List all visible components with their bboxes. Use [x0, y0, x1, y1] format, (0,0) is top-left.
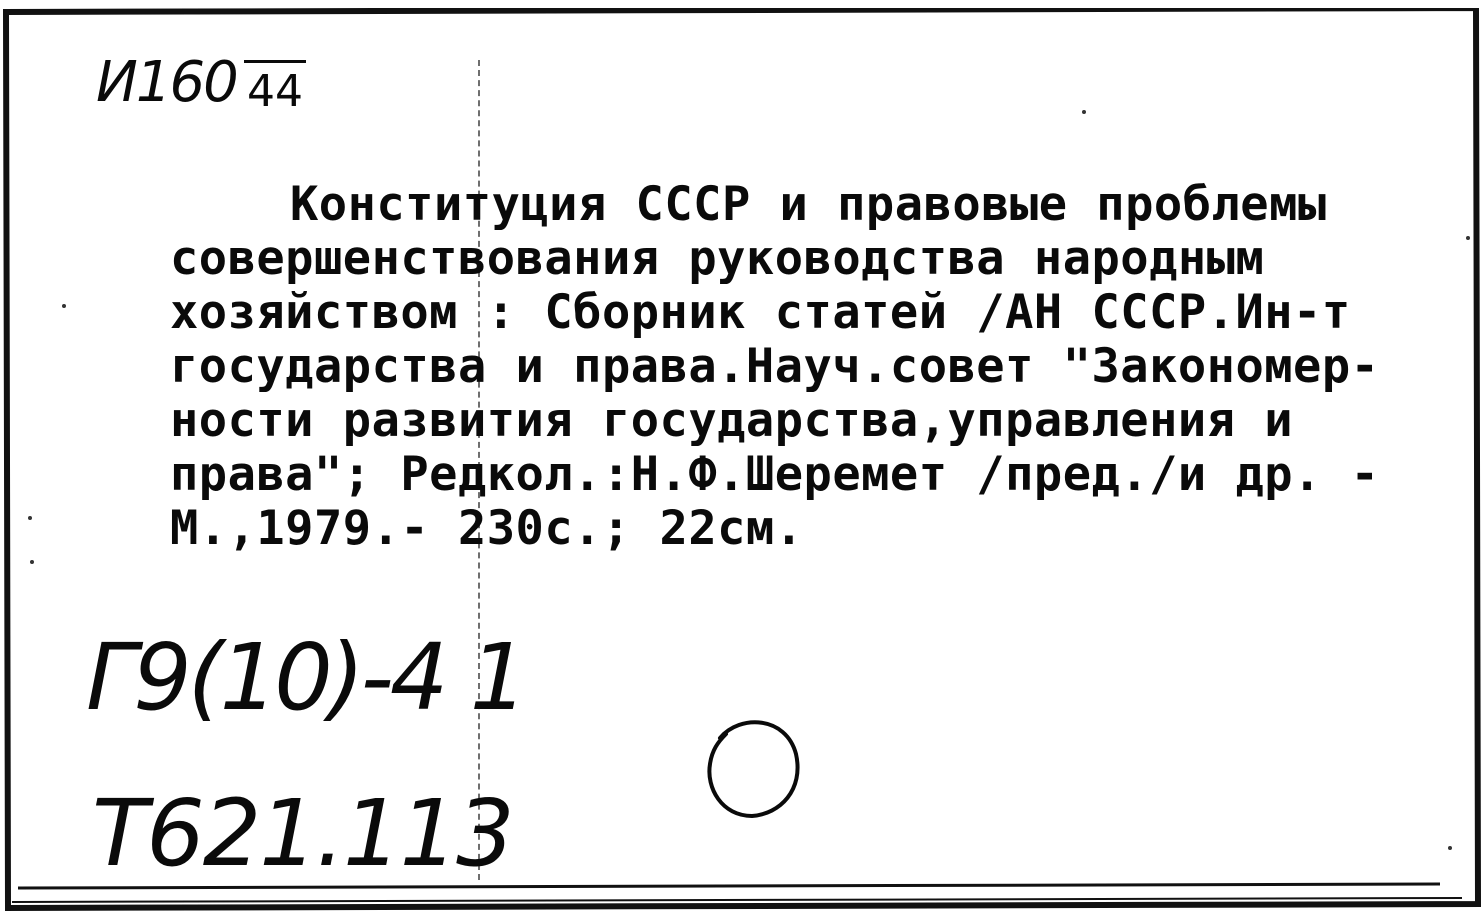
- record-line: совершенствования руководства народным: [170, 231, 1265, 286]
- speck: [62, 304, 66, 308]
- record-line: права"; Редкол.:Н.Ф.Шеремет /пред./и др. -: [170, 447, 1380, 502]
- shelfmark-fraction: 44: [244, 60, 306, 121]
- speck: [1082, 110, 1086, 114]
- record-line: хозяйством : Сборник статей /АН СССР.Ин-т: [170, 285, 1351, 340]
- record-line: М.,1979.- 230с.; 22см.: [170, 501, 804, 556]
- shelfmark-handwritten: И160: [96, 50, 237, 115]
- speck: [30, 560, 34, 564]
- udc-code-handwritten: Т621.113: [92, 780, 513, 887]
- record-line: ности развития государства,управления и: [170, 393, 1294, 448]
- circle-mark-icon: [700, 710, 804, 820]
- speck: [28, 516, 32, 520]
- record-line: Конституция СССР и правовые проблемы: [290, 177, 1327, 232]
- speck: [1448, 846, 1452, 850]
- classification-code-handwritten: Г9(10)-4 1: [86, 624, 525, 731]
- record-line: государства и права.Науч.совет "Закономер-: [170, 339, 1380, 394]
- speck: [1466, 236, 1470, 240]
- bibliographic-record: [170, 178, 1410, 556]
